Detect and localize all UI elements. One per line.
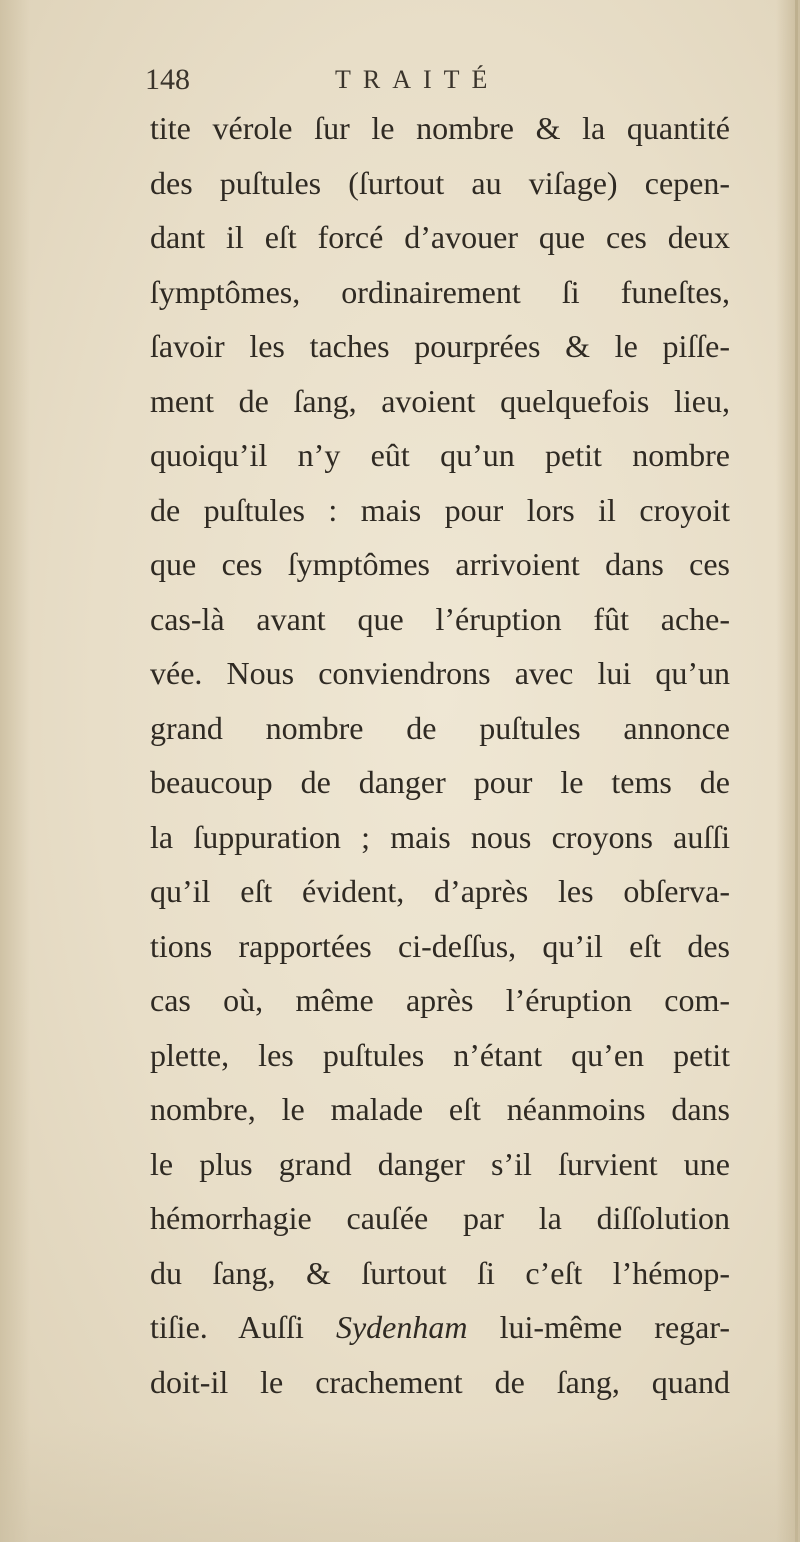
text-line: cas où, même après l’éruption com- (150, 982, 730, 1018)
text-line: de puſtules : mais pour lors il croyoit (150, 491, 730, 528)
text-line: vée. Nous conviendrons avec lui qu’un (150, 655, 730, 691)
text-line: beaucoup de danger pour le tems de (150, 764, 730, 800)
page-bottom-shading (0, 1422, 800, 1542)
text-line-with-name (150, 1300, 730, 1355)
running-title: TRAITÉ (335, 65, 500, 94)
text-line: que ces ſymptômes arrivoient dans ces (150, 546, 730, 582)
line-start: tiſie. Auſſi (150, 1309, 304, 1345)
line-end: lui-même regar- (467, 1309, 731, 1345)
text-line: du ſang, & ſurtout ſi c’eſt l’hémop- (150, 1254, 730, 1291)
spine-shadow (0, 0, 30, 1542)
page-header (145, 60, 745, 100)
text-line: dant il eſt forcé d’avouer que ces deux (150, 219, 730, 255)
page-edge (795, 0, 798, 1542)
text-line: ſavoir les taches pourprées & le piſſe- (150, 328, 730, 364)
body-text (150, 101, 730, 1409)
text-line: tite vérole ſur le nombre & la quantité (150, 110, 730, 146)
text-line: ſymptômes, ordinairement ſi funeſtes, (150, 273, 730, 310)
text-line: hémorrhagie cauſée par la diſſolution (150, 1200, 730, 1236)
text-line: la ſuppuration ; mais nous croyons auſſi (150, 818, 730, 855)
text-line: doit-il le crachement de ſang, quand (150, 1363, 730, 1400)
text-line: qu’il eſt évident, d’après les obſerva- (150, 873, 730, 909)
text-line: des puſtules (ſurtout au viſage) cepen- (150, 164, 730, 201)
text-line: quoiqu’il n’y eût qu’un petit nombre (150, 437, 730, 473)
text-line: ment de ſang, avoient quelquefois lieu, (150, 382, 730, 419)
text-line: grand nombre de puſtules annonce (150, 709, 730, 746)
page-number: 148 (145, 63, 190, 96)
italic-name: Sydenham (335, 1309, 468, 1345)
text-line: le plus grand danger s’il ſurvient une (150, 1145, 730, 1182)
text-line: cas-là avant que l’éruption fût ache- (150, 600, 730, 637)
text-line: tions rapportées ci-deſſus, qu’il eſt des (150, 927, 730, 964)
text-line: nombre, le malade eſt néanmoins dans (150, 1091, 730, 1127)
text-line: plette, les puſtules n’étant qu’en petit (150, 1036, 730, 1073)
